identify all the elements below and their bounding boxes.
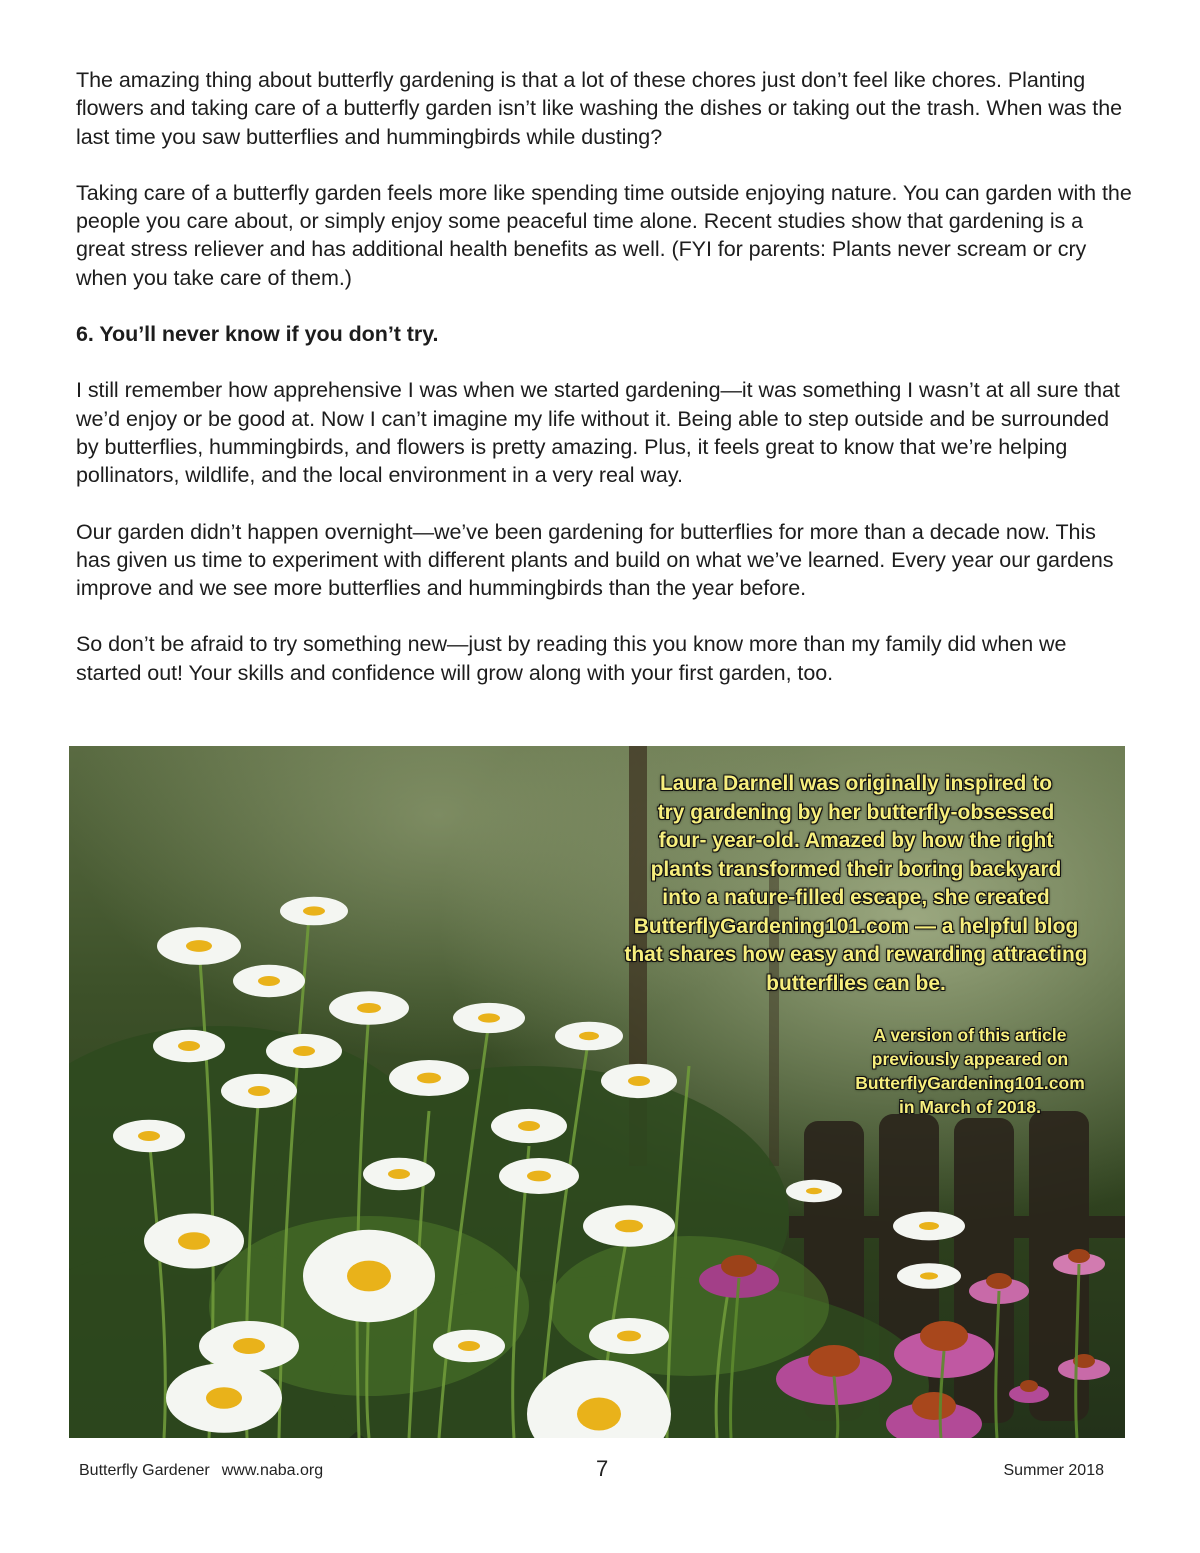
footer-website: www.naba.org [221,1462,324,1479]
caption-line: into a nature-filled escape, she created [662,886,1050,909]
credit-line: ButterflyGardening101.com [855,1073,1085,1093]
credit-line: previously appeared on [871,1049,1069,1069]
paragraph-nature: Taking care of a butterfly garden feels more like spending time outside enjoying nature. You can garden with the people you care about, or simply enjoy some peaceful time alone. Recent studies show that gardening is a great stress reliever and has additional health benefits as well. (FYI for parents: Plants never scream or cry when you take care of them.) [76,180,1132,290]
paragraph-apprehensive: I still remember how apprehensive I was when we started gardening—it was something I wasn’t at all sure that we’d enjoy or be good at. Now I can’t imagine my life without it. Being able to step outside and be surrounded by butterflies, hummingbirds, and flowers is pretty amazing. Plus, it feels great to know that we’re helping pollinators, wildlife, and the local environment in a very real way. [76,378,1120,488]
credit-line: A version of this article [873,1025,1067,1045]
footer-magazine-name: Butterfly Gardener [79,1462,210,1479]
paragraph-overnight: Our garden didn’t happen overnight—we’ve been gardening for butterflies for more than a decade now. This has given us time to experiment with different plants and build on what we’ve learned. Every year our gardens improve and we see more butterflies and hummingbirds than the year before. [76,519,1114,601]
page-number: 7 [596,1456,609,1481]
caption-line: that shares how easy and rewarding attracting [624,943,1088,966]
caption-line: Laura Darnell was originally inspired to [659,772,1053,795]
section-heading: 6. You’ll never know if you don’t try. [76,322,439,347]
article-credit [820,1023,1120,1119]
author-bio-caption [596,770,1116,998]
caption-line: try gardening by her butterfly-obsessed [657,800,1055,824]
caption-line: four- year-old. Amazed by how the right [658,829,1054,852]
paragraph-try-new: So don’t be afraid to try something new—just by reading this you know more than my family did when we started out! Your skills and confidence will grow along with your first garden, too. [76,632,1067,685]
caption-line: plants transformed their boring backyard [650,857,1062,881]
caption-line: ButterflyGardening101.com — a helpful blog [633,914,1079,938]
footer-publication [79,1462,323,1480]
credit-line: in March of 2018. [899,1097,1041,1117]
article-body [76,66,1136,715]
caption-line: butterflies can be. [766,971,946,995]
footer-issue: Summer 2018 [1003,1462,1104,1479]
paragraph-chores: The amazing thing about butterfly gardening is that a lot of these chores just don’t feel like chores. Planting flowers and taking care of a butterfly garden isn’t like washing the dishes or taking out the trash. When was the last time you saw butterflies and hummingbirds while dusting? [76,68,1123,149]
